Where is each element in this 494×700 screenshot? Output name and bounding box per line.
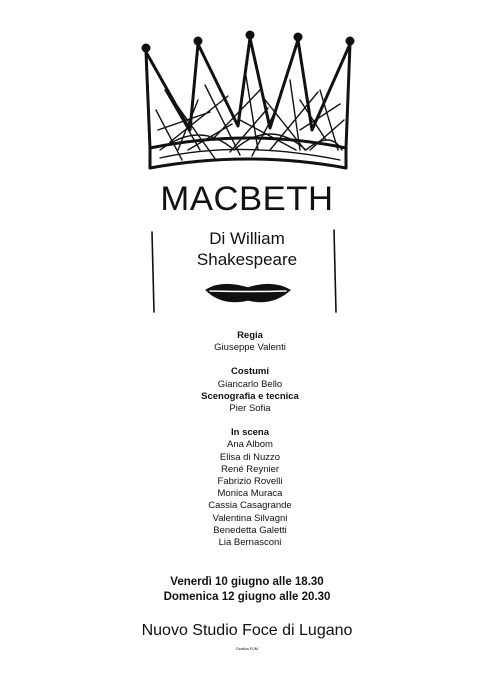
credits-block (180, 330, 320, 549)
author-line-2: Shakespeare (196, 250, 298, 269)
author-line-1: Di William (209, 229, 285, 248)
cast-member: Ana Albom (227, 439, 273, 451)
cast-member: Lia Bernasconi (218, 537, 282, 549)
cast-member: Cassia Casagrande (208, 500, 292, 512)
play-title: MACBETH (160, 180, 334, 218)
credit-name: Giuseppe Valenti (214, 342, 286, 354)
cast-member: Elisa di Nuzzo (219, 451, 281, 463)
cast-member: René Reynier (220, 463, 280, 475)
credit-name: Pier Sofia (229, 403, 271, 415)
cast-member: Valentina Silvagni (212, 512, 288, 524)
credit-name: Giancarlo Bello (217, 378, 283, 390)
show-date-1: Venerdì 10 giugno alle 18.30 (170, 576, 324, 588)
design-credit: Grafica RJM (235, 646, 259, 651)
credit-role-costumes: Costumi (231, 366, 269, 378)
credit-role-direction: Regia (237, 330, 263, 341)
credit-role-scenography: Scenografia e tecnica (201, 390, 299, 402)
credit-role-cast: In scena (230, 427, 270, 439)
venue: Nuovo Studio Foce di Lugano (141, 622, 353, 639)
cast-member: Fabrizio Rovelli (217, 476, 283, 488)
cast-member: Monica Muraca (217, 488, 283, 500)
show-date-2: Domenica 12 giugno alle 20.30 (163, 591, 331, 603)
cast-member: Benedetta Galetti (213, 524, 287, 536)
